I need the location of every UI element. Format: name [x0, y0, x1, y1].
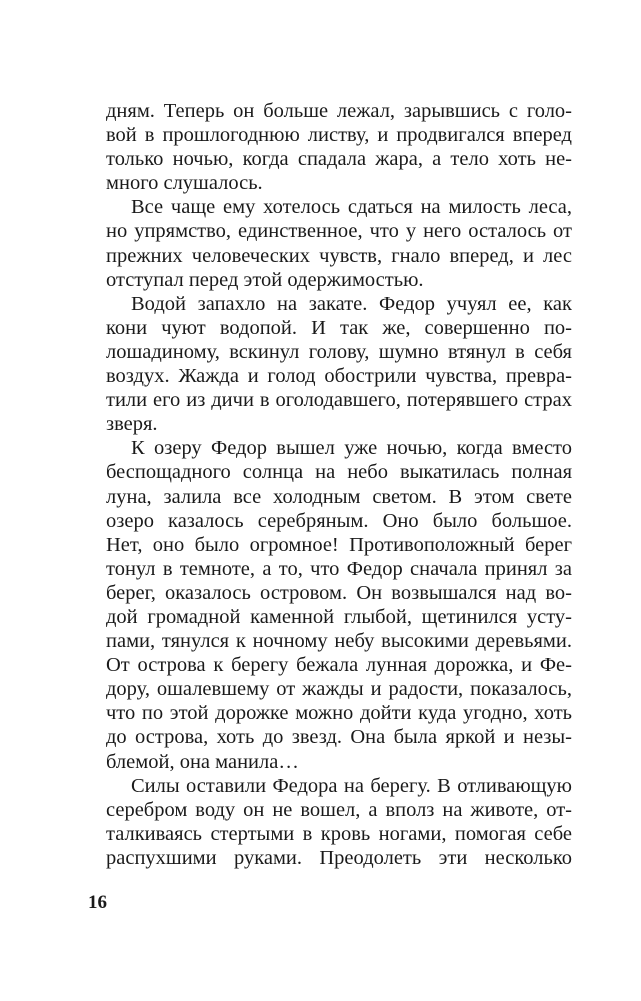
text-line: дням. Теперь он больше лежал, зарывшись с голо- [106, 100, 572, 122]
text-line: лошадиному, вскинул голову, шумно втянул в себя [106, 340, 572, 363]
text-line: тонул в темноте, а то, что Федор сначала принял за [106, 557, 572, 580]
text-line: вой в прошлогоднюю листву, и продвигался вперед [106, 124, 572, 147]
text-line: озеро казалось серебряным. Оно было большое. [106, 509, 572, 532]
text-line: тили его из дичи в оголодавшего, потерявшего страх [106, 389, 572, 412]
paragraph-first-line: Водой запахло на закате. Федор учуял ее, как [131, 292, 572, 315]
text-line: до острова, хоть до звезд. Она была яркой и незы- [106, 726, 572, 749]
text-line: но упрямство, единственное, что у него осталось от [106, 220, 572, 243]
text-line: дой громадной каменной глыбой, щетинился усту- [106, 605, 572, 628]
text-line: блемой, она манила… [106, 750, 299, 773]
text-line: Нет, оно было огромное! Противоположный берег [106, 533, 572, 556]
text-line: пами, тянулся к ночному небу высокими деревьями. [106, 630, 572, 653]
paragraph-first-line: Силы оставили Федора на берегу. В отливающую [131, 774, 572, 797]
text-line: прежних человеческих чувств, гнало вперед, и лес [106, 244, 572, 267]
text-line: воздух. Жажда и голод обострили чувства, превра- [106, 365, 572, 388]
text-line: отступал перед этой одержимостью. [106, 268, 424, 291]
text-line: много слушалось. [106, 172, 263, 195]
text-line: беспощадного солнца на небо выкатилась полная [106, 461, 572, 484]
text-line: зверя. [106, 413, 158, 436]
text-line: кони чуют водопой. И так же, совершенно по- [106, 316, 572, 339]
paragraph-first-line: К озеру Федор вышел уже ночью, когда вместо [131, 437, 572, 460]
text-line: дору, ошалевшему от жажды и радости, показалось, [106, 678, 572, 701]
text-line: луна, залила все холодным светом. В этом свете [106, 485, 572, 508]
body-text [106, 99, 572, 870]
paragraph-first-line: Все чаще ему хотелось сдаться на милость леса, [131, 196, 572, 219]
text-line: распухшими руками. Преодолеть эти несколько [106, 846, 572, 869]
text-line: только ночью, когда спадала жара, а тело хоть не- [106, 148, 572, 171]
text-line: От острова к берегу бежала лунная дорожка, и Фе- [106, 654, 572, 677]
text-line: серебром воду он не вошел, а вполз на животе, от- [106, 798, 572, 821]
page-number: 16 [88, 892, 107, 913]
text-line: что по этой дорожке можно дойти куда угодно, хоть [106, 702, 572, 725]
text-line: талкиваясь стертыми в кровь ногами, помогая себе [106, 822, 572, 845]
text-line: берег, оказалось островом. Он возвышался над во- [106, 581, 572, 604]
